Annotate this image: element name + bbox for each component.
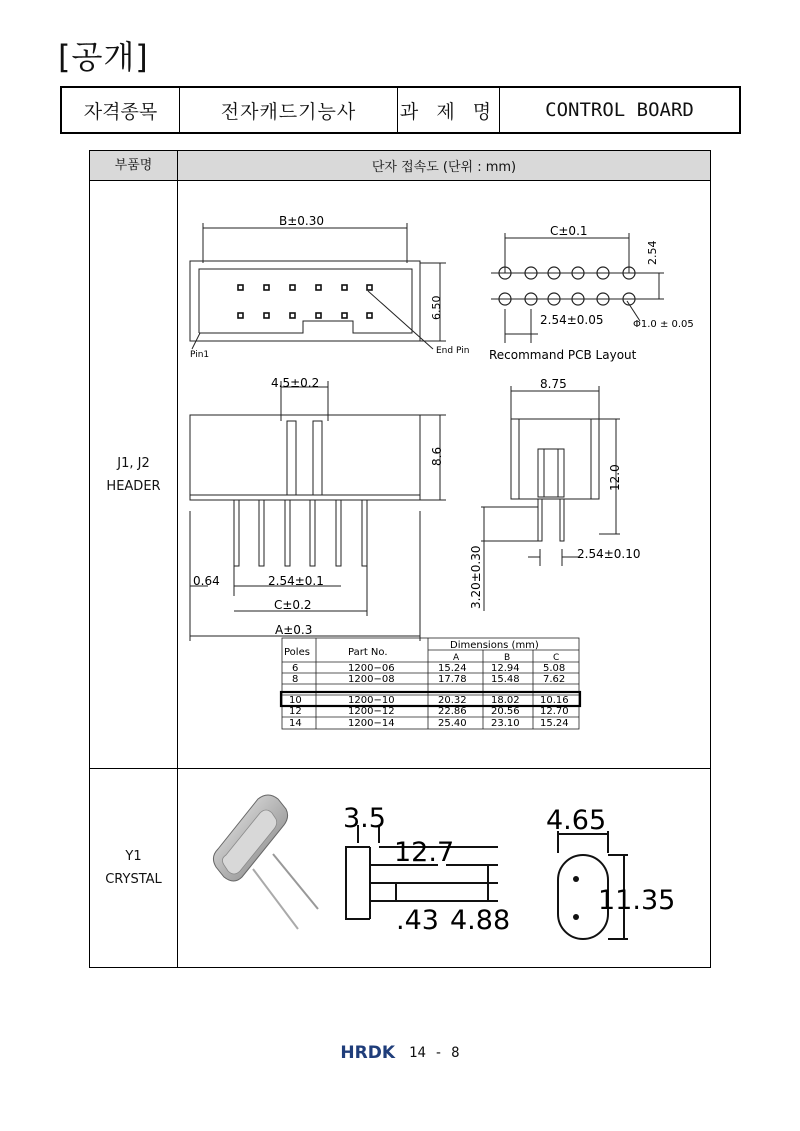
spec-cell: 5.08 [543, 663, 566, 674]
task-value: CONTROL BOARD [545, 99, 694, 121]
spec-h-c: C [553, 653, 560, 663]
spec-h-part: Part No. [348, 647, 388, 658]
spec-cell: 25.40 [438, 718, 467, 729]
dim-43: .43 [396, 905, 439, 936]
dim-465: 4.65 [546, 805, 607, 836]
spec-cell: 12.94 [491, 663, 520, 674]
highlighted-spec-row [281, 692, 580, 706]
spec-cell: 15.24 [540, 718, 569, 729]
label-pcb-layout: Recommand PCB Layout [489, 348, 637, 362]
spec-cell: 20.56 [491, 706, 520, 717]
spec-cell: 12.70 [540, 706, 569, 717]
spec-cell: 6 [292, 663, 299, 674]
dim-c-top: C±0.1 [550, 224, 588, 238]
spec-cell: 10.16 [540, 695, 569, 706]
page-footer [0, 1043, 800, 1063]
qualification-value: 전자캐드기능사 [180, 88, 398, 132]
spec-cell: 7.62 [543, 674, 566, 685]
label-pin1: Pin1 [190, 350, 210, 360]
header-table [60, 86, 741, 134]
part-type: CRYSTAL [105, 872, 162, 887]
dim-c2: C±0.2 [274, 598, 312, 612]
dim-phi: Φ1.0 ± 0.05 [633, 319, 694, 330]
spec-cell: 1200−14 [348, 718, 395, 729]
part-name-cell [90, 769, 178, 967]
spec-cell: 15.48 [491, 674, 520, 685]
qualification-label: 자격종목 [62, 88, 180, 132]
spec-cell: 23.10 [491, 718, 520, 729]
part-id: J1, J2 [117, 455, 150, 471]
spec-cell: 1200−12 [348, 706, 395, 717]
dim-86: 8.6 [430, 446, 444, 466]
dim-254-side: 2.54±0.10 [577, 547, 641, 561]
table-row [90, 769, 710, 967]
spec-cell: 8 [292, 674, 299, 685]
public-badge: [공개] [58, 38, 149, 76]
parts-table [89, 150, 711, 968]
crystal-pin-hole [573, 914, 579, 920]
spec-cell: 1200−06 [348, 663, 395, 674]
part-type: HEADER [106, 478, 161, 494]
spec-cell: 20.32 [438, 695, 467, 706]
spec-cell: 14 [289, 718, 302, 729]
header-connector-drawing [178, 181, 710, 767]
crystal-pin-hole [573, 876, 579, 882]
crystal-drawing [178, 769, 710, 965]
header-pins [238, 285, 372, 318]
diagram-cell [178, 769, 710, 967]
dim-254-pitch: 2.54±0.05 [540, 313, 604, 327]
dim-254-b: 2.54±0.1 [268, 574, 324, 588]
dim-1135: 11.35 [598, 885, 676, 916]
dim-b: B±0.30 [279, 214, 325, 228]
spec-cell: 18.02 [491, 695, 520, 706]
spec-cell: 10 [289, 695, 302, 706]
column-header-diagram: 단자 접속도 (단위 : mm) [371, 160, 517, 175]
spec-h-b: B [504, 653, 511, 663]
crystal-photo [213, 795, 318, 929]
dim-120: 12.0 [608, 464, 622, 491]
part-name-cell [90, 181, 178, 768]
table-row [90, 181, 710, 769]
task-label: 과 제 명 [398, 88, 500, 132]
spec-h-dims: Dimensions (mm) [450, 640, 539, 651]
diagram-cell [178, 181, 710, 768]
page-number: 14 - 8 [409, 1045, 460, 1061]
dim-650: 6.50 [430, 295, 443, 320]
column-header-part: 부품명 [90, 151, 178, 180]
label-end-pin: End Pin [436, 346, 470, 356]
part-id: Y1 [125, 849, 142, 864]
dim-488: 4.88 [450, 905, 511, 936]
spec-cell: 15.24 [438, 663, 467, 674]
spec-cell: 22.86 [438, 706, 467, 717]
spec-cell: 17.78 [438, 674, 467, 685]
dim-254-v: 2.54 [646, 240, 659, 265]
dim-35: 3.5 [343, 803, 386, 834]
spec-h-poles: Poles [284, 647, 310, 658]
spec-cell: 12 [289, 706, 302, 717]
dim-45: 4.5±0.2 [271, 376, 320, 390]
spec-cell: 1200−10 [348, 695, 395, 706]
dim-a: A±0.3 [275, 623, 313, 637]
dim-875: 8.75 [540, 377, 567, 391]
hrdk-logo: HRDK [340, 1043, 396, 1063]
spec-table [281, 638, 580, 729]
dim-320: 3.20±0.30 [469, 545, 483, 609]
spec-cell: 1200−08 [348, 674, 395, 685]
dim-064: 0.64 [193, 574, 220, 588]
dim-127: 12.7 [394, 837, 455, 868]
table-header-row [90, 151, 710, 181]
spec-h-a: A [453, 653, 460, 663]
